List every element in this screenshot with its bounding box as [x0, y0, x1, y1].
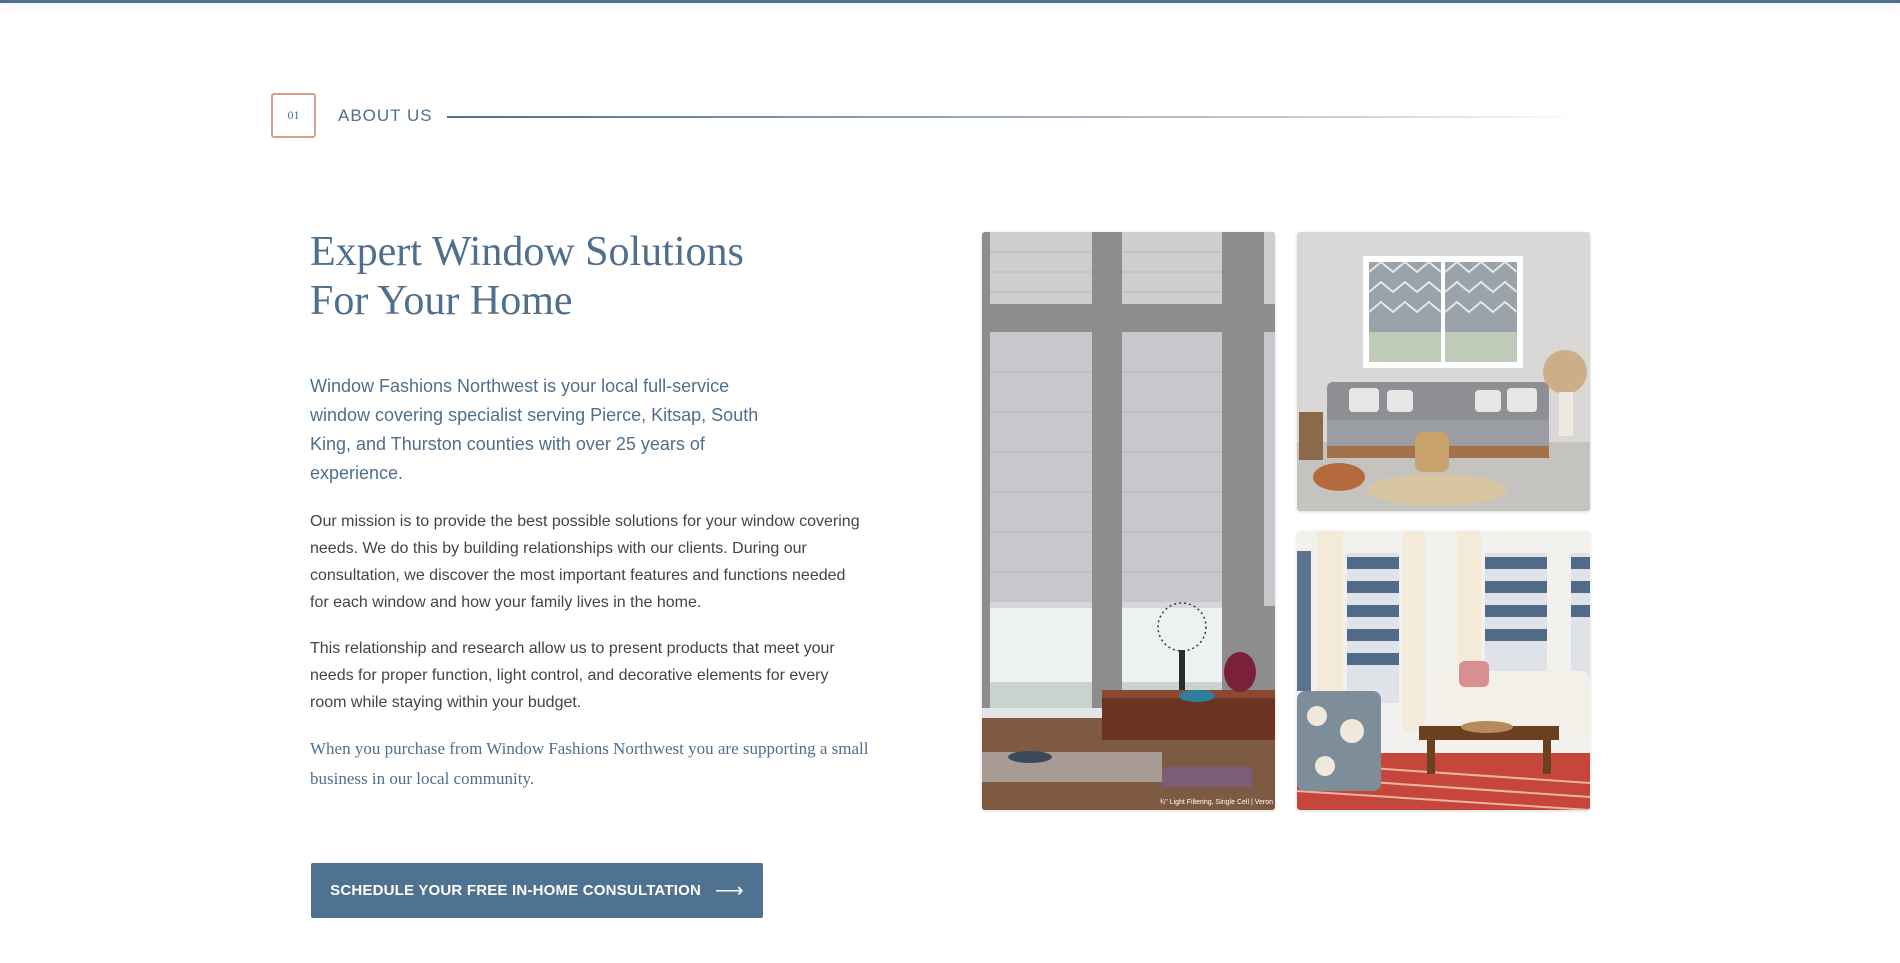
lead-paragraph: Window Fashions Northwest is your local full-service window covering specialist serving Pierce, Kitsap, South King, and Thurston counties with over 25 years of experience. — [310, 376, 759, 483]
section-divider — [447, 116, 1585, 118]
relationship-paragraph: This relationship and research allow us to present products that meet your needs for proper function, light control, and decorative elements for every room while staying within your budget. — [310, 640, 835, 711]
roman-shades-photo — [1297, 232, 1590, 511]
headline-line-1: Expert Window Solutions — [310, 229, 744, 275]
zebra-shades-photo — [1297, 531, 1590, 810]
about-text-column — [310, 228, 870, 794]
local-business-note: When you purchase from Window Fashions Northwest you are supporting a small business in our local community. — [310, 739, 869, 788]
schedule-consultation-button[interactable] — [311, 863, 763, 918]
arrow-right-icon: ⟶ — [715, 879, 744, 902]
cellular-shades-photo — [982, 232, 1275, 810]
photo-caption: ¾" Light Filtering, Single Cell | Veron — [1159, 799, 1273, 806]
schedule-consultation-label: SCHEDULE YOUR FREE IN-HOME CONSULTATION — [330, 882, 701, 899]
section-number: 01 — [287, 108, 300, 122]
headline-line-2: For Your Home — [310, 278, 573, 324]
top-accent-bar — [0, 0, 1900, 3]
section-header — [271, 93, 1585, 141]
section-label: ABOUT US — [338, 106, 433, 125]
mission-paragraph: Our mission is to provide the best possible solutions for your window covering needs. We do this by building relationships with our clients. During our consultation, we discover the most important features and functions needed for each window and how your family lives in the home. — [310, 513, 860, 611]
page-title — [310, 228, 830, 326]
section-number-badge — [271, 93, 316, 138]
